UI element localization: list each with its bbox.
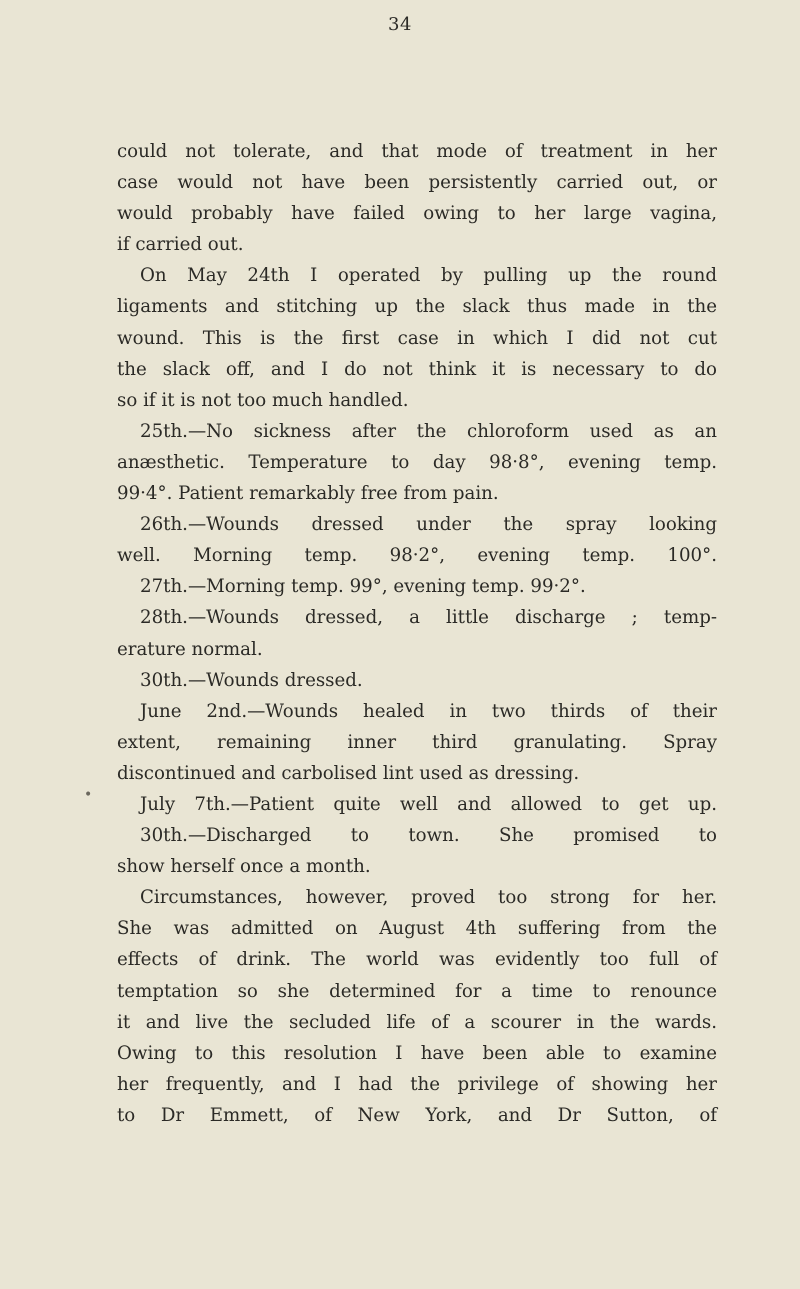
text-line: 99·4°. Patient remarkably free from pain. bbox=[117, 483, 499, 505]
body-text bbox=[117, 136, 717, 1131]
text-line: could not tolerate, and that mode of treatment in her bbox=[117, 141, 717, 162]
text-line: 26th.—Wounds dressed under the spray looking bbox=[140, 514, 717, 536]
page-number: 34 bbox=[388, 14, 412, 35]
text-line: On May 24th I operated by pulling up the round bbox=[140, 265, 717, 287]
text-line: effects of drink. The world was evidently too full of bbox=[117, 949, 717, 971]
text-line: to Dr Emmett, of New York, and Dr Sutton, of bbox=[117, 1104, 717, 1126]
text-line: 25th.—No sickness after the chloroform used as an bbox=[140, 420, 717, 442]
text-line: it and live the secluded life of a scourer in the wards. bbox=[117, 1011, 717, 1033]
text-line: 27th.—Morning temp. 99°, evening temp. 99·2°. bbox=[140, 576, 586, 598]
text-line: her frequently, and I had the privilege of showing her bbox=[117, 1073, 717, 1095]
text-line: case would not have been persistently carried out, or bbox=[117, 172, 717, 194]
text-line: 28th.—Wounds dressed, a little discharge ; temp- bbox=[140, 607, 717, 629]
text-line: ligaments and stitching up the slack thus made in the bbox=[117, 296, 717, 318]
text-line: 30th.—Discharged to town. She promised to bbox=[140, 825, 717, 847]
text-line: June 2nd.—Wounds healed in two thirds of their bbox=[140, 700, 717, 722]
text-line: wound. This is the first case in which I did not cut bbox=[117, 327, 717, 349]
text-line: the slack off, and I do not think it is necessary to do bbox=[117, 358, 717, 380]
margin-mark: • bbox=[84, 787, 93, 803]
text-line: Owing to this resolution I have been able to examine bbox=[117, 1042, 717, 1064]
text-line: well. Morning temp. 98·2°, evening temp. 100°. bbox=[117, 545, 717, 567]
text-line: erature normal. bbox=[117, 638, 263, 660]
text-line: Circumstances, however, proved too strong for her. bbox=[140, 887, 717, 909]
text-line: 30th.—Wounds dressed. bbox=[140, 669, 363, 691]
text-line: extent, remaining inner third granulating. Spray bbox=[117, 731, 717, 753]
text-line: if carried out. bbox=[117, 234, 244, 256]
text-line: July 7th.—Patient quite well and allowed to get up. bbox=[140, 793, 717, 815]
text-line: would probably have failed owing to her large vagina, bbox=[117, 203, 717, 225]
text-line: She was admitted on August 4th suffering from the bbox=[117, 918, 717, 940]
text-line: discontinued and carbolised lint used as dressing. bbox=[117, 762, 580, 784]
text-line: anæsthetic. Temperature to day 98·8°, evening temp. bbox=[117, 451, 717, 473]
text-line: so if it is not too much handled. bbox=[117, 389, 409, 411]
text-line: temptation so she determined for a time to renounce bbox=[117, 980, 717, 1002]
text-line: show herself once a month. bbox=[117, 856, 371, 878]
